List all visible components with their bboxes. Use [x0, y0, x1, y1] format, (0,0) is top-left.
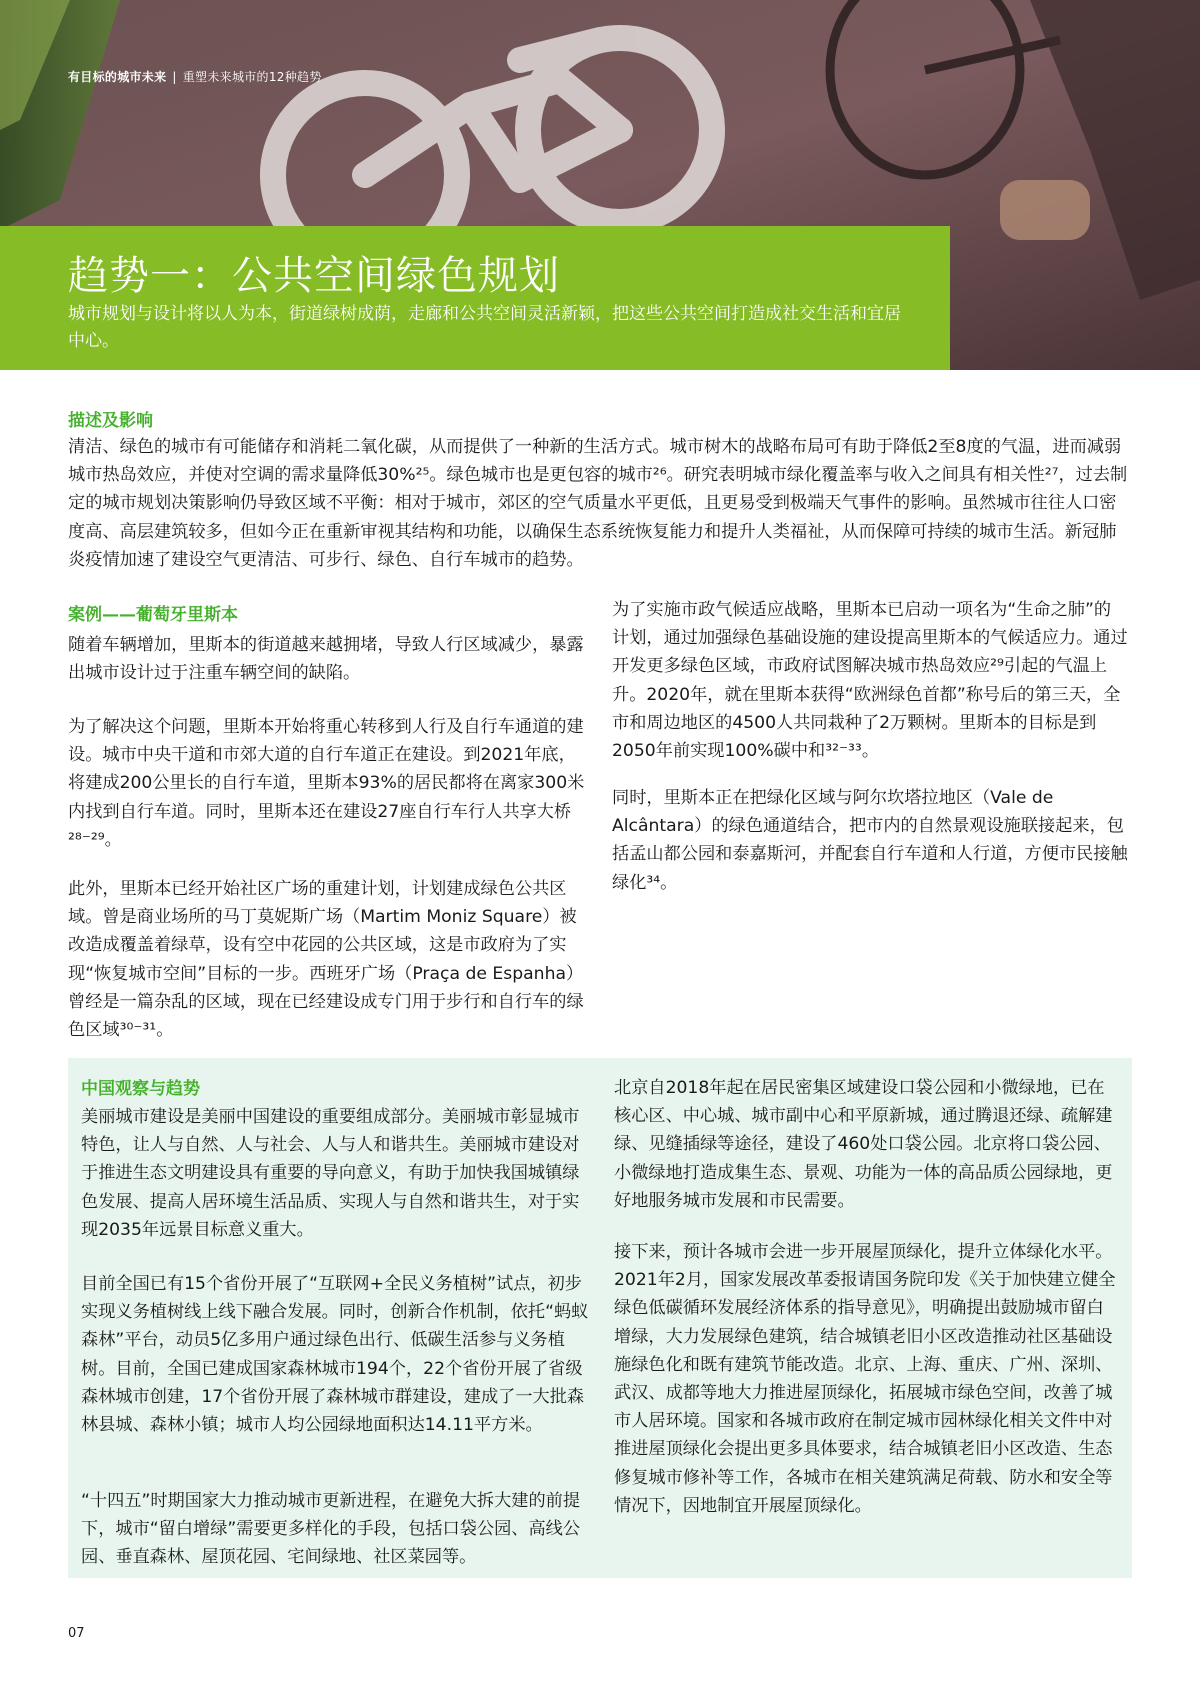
case-paragraph-4: 为了实施市政气候适应战略，里斯本已启动一项名为“生命之肺”的计划，通过加强绿色基础设施的建设提高里斯本的气候适应力。通过开发更多绿色区域，市政府试图解决城市热岛效应²⁹引起的气温上升。2020年，就在里斯本获得“欧洲绿色首都”称号后的第三天，全市和周边地区的4500人共同栽种了2万颗树。里斯本的目标是到2050年前实现100%碳中和³²⁻³³。	[612, 600, 1128, 762]
breadcrumb-main: 有目标的城市未来	[68, 70, 167, 84]
page-title: 趋势一：公共空间绿色规划	[68, 253, 560, 299]
description-body: 清洁、绿色的城市有可能储存和消耗二氧化碳，从而提供了一种新的生活方式。城市树木的战略布局可有助于降低2至8度的气温，进而减弱城市热岛效应，并使对空调的需求量降低30%²⁵。绿色城市也是更包容的城市²⁶。研究表明城市绿化覆盖率与收入之间具有相关性²⁷，过去制定的城市规划决策影响仍导致区域不平衡：相对于城市，郊区的空气质量水平更低，且更易受到极端天气事件的影响。虽然城市往往人口密度高、高层建筑较多，但如今正在重新审视其结构和功能，以确保生态系统恢复能力和提升人类福祉，从而保障可持续的城市生活。新冠肺炎疫情加速了建设空气更清洁、可步行、绿色、自行车城市的趋势。	[68, 437, 1128, 570]
page-subtitle: 城市规划与设计将以人为本，街道绿树成荫，走廊和公共空间灵活新颖，把这些公共空间打造成社交生活和宜居中心。	[68, 304, 901, 351]
china-paragraph-1: 美丽城市建设是美丽中国建设的重要组成部分。美丽城市彰显城市特色，让人与自然、人与社会、人与人和谐共生。美丽城市建设对于推进生态文明建设具有重要的导向意义，有助于加快我国城镇绿色发展、提高人居环境生活品质、实现人与自然和谐共生，对于实现2035年远景目标意义重大。	[81, 1107, 580, 1240]
case-paragraph-1: 随着车辆增加，里斯本的街道越来越拥堵，导致人行区域减少，暴露出城市设计过于注重车辆空间的缺陷。	[68, 635, 584, 684]
breadcrumb	[68, 68, 322, 85]
case-paragraph-2: 为了解决这个问题，里斯本开始将重心转移到人行及自行车通道的建设。城市中央干道和市郊大道的自行车道正在建设。到2021年底，将建成200公里长的自行车道，里斯本93%的居民都将在离家300米内找到自行车道。同时，里斯本还在建设27座自行车行人共享大桥²⁸⁻²⁹。	[68, 717, 585, 850]
china-heading: 中国观察与趋势	[81, 1079, 200, 1099]
page-number: 07	[68, 1626, 85, 1641]
china-paragraph-3: “十四五”时期国家大力推动城市更新进程，在避免大拆大建的前提下，城市“留白增绿”需要更多样化的手段，包括口袋公园、高线公园、垂直森林、屋顶花园、宅间绿地、社区菜园等。	[81, 1491, 581, 1568]
breadcrumb-sub: 重塑未来城市的12种趋势	[182, 70, 322, 84]
china-paragraph-4: 北京自2018年起在居民密集区域建设口袋公园和小微绿地，已在核心区、中心城、城市副中心和平原新城，通过腾退还绿、疏解建绿、见缝插绿等途径，建设了460处口袋公园。北京将口袋公园、小微绿地打造成集生态、景观、功能为一体的高品质公园绿地，更好地服务城市发展和市民需要。	[614, 1078, 1113, 1211]
case-paragraph-5: 同时，里斯本正在把绿化区域与阿尔坎塔拉地区（Vale de Alcântara）的绿色通道结合，把市内的自然景观设施联接起来，包括孟山都公园和泰嘉斯河，并配套自行车道和人行道，方便市民接触绿化³⁴。	[612, 788, 1128, 893]
case-paragraph-3: 此外，里斯本已经开始社区广场的重建计划，计划建成绿色公共区域。曾是商业场所的马丁莫妮斯广场（Martim Moniz Square）被改造成覆盖着绿草，设有空中花园的公共区域，这是市政府为了实现“恢复城市空间”目标的一步。西班牙广场（Praça de Espanha）曾经是一篇杂乱的区域，现在已经建设成专门用于步行和自行车的绿色区域³⁰⁻³¹。	[68, 879, 584, 1041]
china-paragraph-2: 目前全国已有15个省份开展了“互联网+全民义务植树”试点，初步实现义务植树线上线下融合发展。同时，创新合作机制，依托“蚂蚁森林”平台，动员5亿多用户通过绿色出行、低碳生活参与义务植树。目前，全国已建成国家森林城市194个，22个省份开展了省级森林城市创建，17个省份开展了森林城市群建设，建成了一大批森林县城、森林小镇；城市人均公园绿地面积达14.11平方米。	[81, 1274, 589, 1436]
china-paragraph-5: 接下来，预计各城市会进一步开展屋顶绿化，提升立体绿化水平。2021年2月，国家发展改革委报请国务院印发《关于加快建立健全绿色低碳循环发展经济体系的指导意见》，明确提出鼓励城市留白增绿，大力发展绿色建筑，结合城镇老旧小区改造推动社区基础设施绿色化和既有建筑节能改造。北京、上海、重庆、广州、深圳、武汉、成都等地大力推进屋顶绿化，拓展城市绿色空间，改善了城市人居环境。国家和各城市政府在制定城市园林绿化相关文件中对推进屋顶绿化会提出更多具体要求，结合城镇老旧小区改造、生态修复城市修补等工作，各城市在相关建筑满足荷载、防水和安全等情况下，因地制宜开展屋顶绿化。	[614, 1242, 1116, 1516]
case-heading: 案例——葡萄牙里斯本	[68, 605, 238, 625]
description-heading: 描述及影响	[68, 411, 153, 431]
breadcrumb-separator: |	[172, 70, 177, 84]
